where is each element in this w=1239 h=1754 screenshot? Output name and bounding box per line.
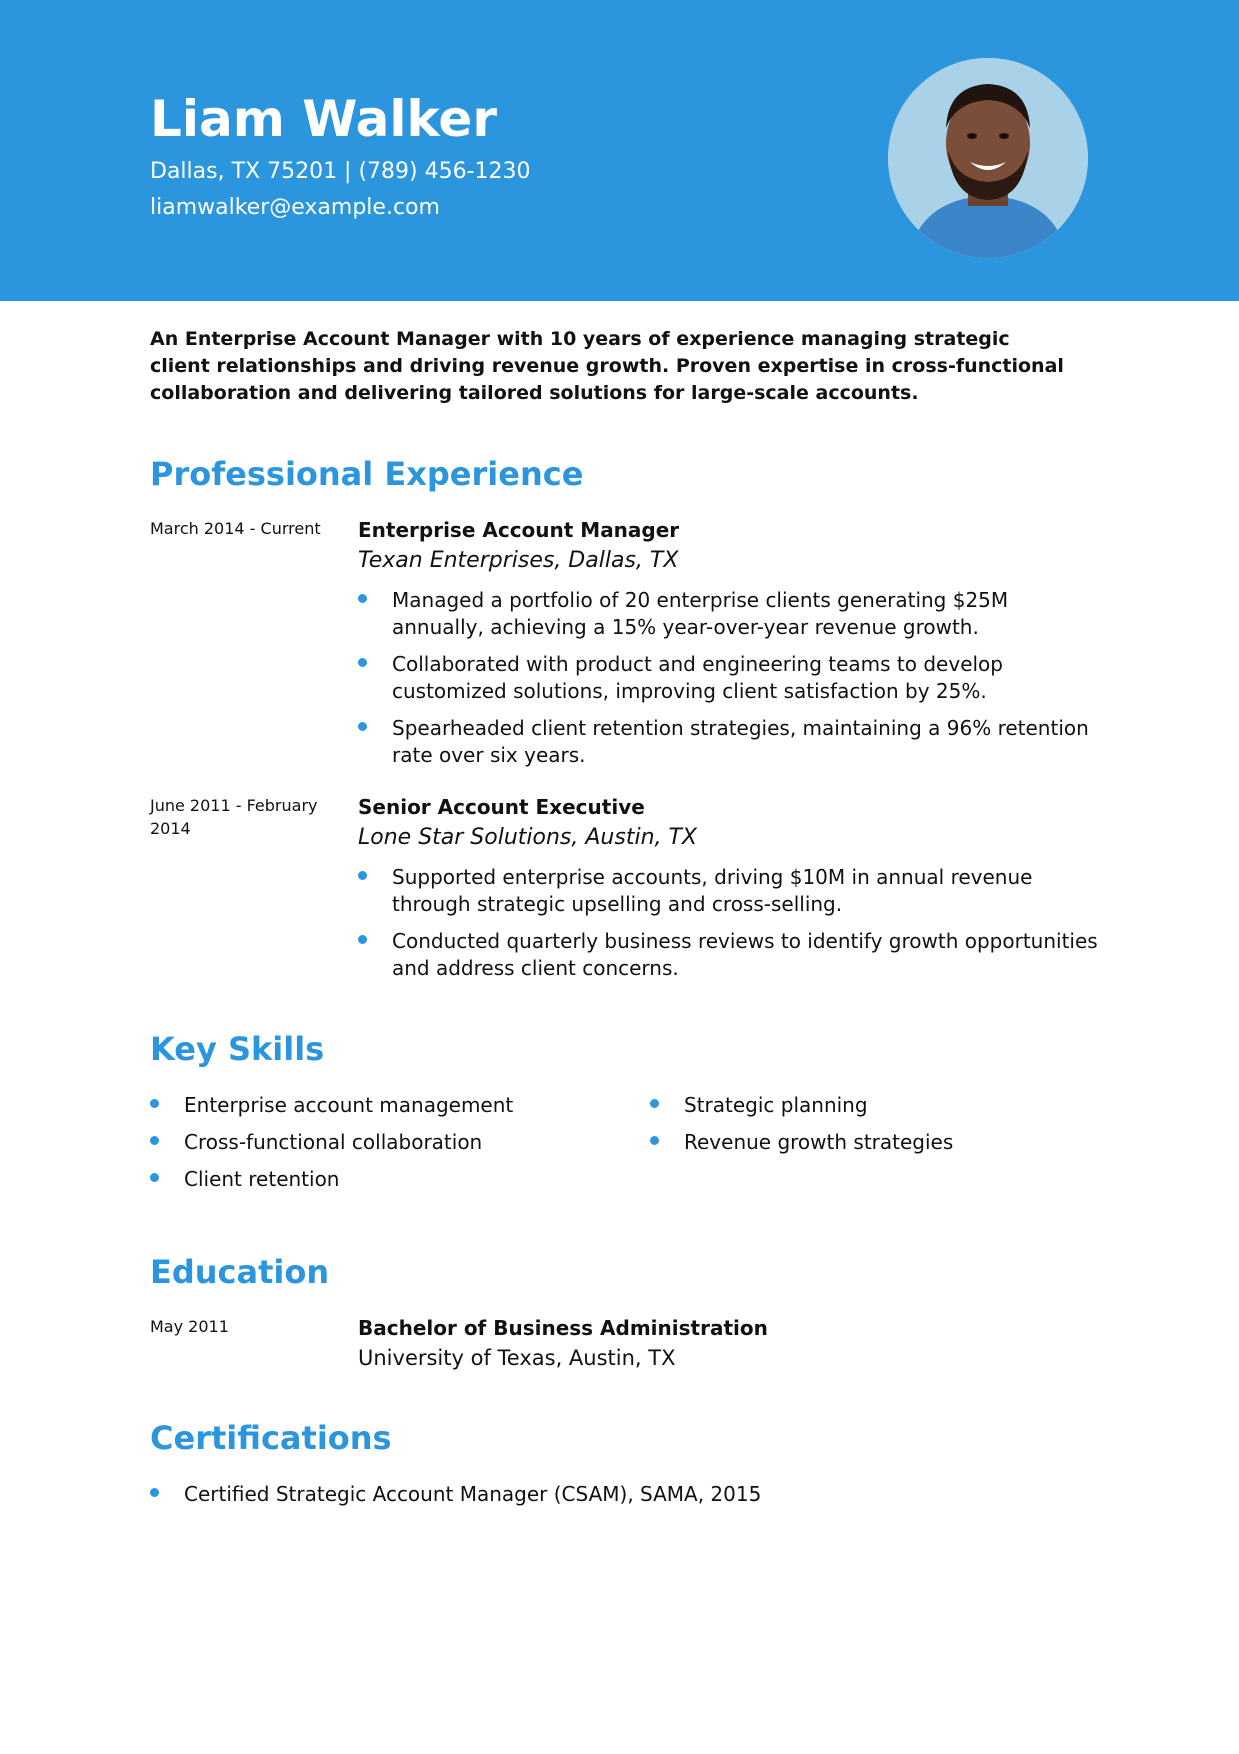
list-item: Client retention: [150, 1166, 630, 1193]
professional-summary: An Enterprise Account Manager with 10 years of experience managing strategic client relationships and driving revenue growth. Proven expertise in cross-functional collaboration and delivering tailored solutions for large-scale accounts.: [150, 328, 1064, 404]
list-item: Managed a portfolio of 20 enterprise clients generating $25M annually, achieving a 15% year-over-year revenue growth.: [358, 587, 1098, 641]
bullet-icon: [150, 1136, 159, 1145]
certifications-section-title: Certifications: [150, 1419, 392, 1457]
education-school: University of Texas, Austin, TX: [358, 1346, 676, 1370]
certifications-list: [150, 1481, 1050, 1508]
job-2-company: Lone Star Solutions, Austin, TX: [358, 825, 698, 850]
list-item: Revenue growth strategies: [650, 1129, 1130, 1156]
job-1-date: March 2014 - Current: [150, 519, 321, 538]
education-section-title: Education: [150, 1253, 330, 1291]
bullet-icon: [358, 658, 367, 667]
bullet-icon: [358, 871, 367, 880]
education-degree: Bachelor of Business Administration: [358, 1316, 768, 1340]
job-2-date: June 2011 - February 2014: [150, 796, 318, 838]
list-item: Certified Strategic Account Manager (CSAM), SAMA, 2015: [150, 1481, 1050, 1508]
job-2-bullets: [358, 864, 1098, 992]
bullet-icon: [150, 1099, 159, 1108]
header-banner: [0, 0, 1239, 301]
skills-left-list: [150, 1092, 630, 1203]
bullet-icon: [150, 1173, 159, 1182]
person-photo-icon: [888, 58, 1088, 258]
skills-section-title: Key Skills: [150, 1030, 325, 1068]
list-item: Collaborated with product and engineering teams to develop customized solutions, improving client satisfaction by 25%.: [358, 651, 1098, 705]
bullet-icon: [650, 1099, 659, 1108]
job-2-title: Senior Account Executive: [358, 795, 645, 819]
bullet-icon: [650, 1136, 659, 1145]
list-item: Enterprise account management: [150, 1092, 630, 1119]
bullet-icon: [358, 935, 367, 944]
list-item: Cross-functional collaboration: [150, 1129, 630, 1156]
job-1-bullets: [358, 587, 1098, 779]
education-date: May 2011: [150, 1317, 229, 1336]
job-1-title: Enterprise Account Manager: [358, 518, 680, 542]
list-item: Strategic planning: [650, 1092, 1130, 1119]
job-1-company: Texan Enterprises, Dallas, TX: [358, 548, 679, 573]
email-address: liamwalker@example.com: [150, 195, 440, 220]
bullet-icon: [150, 1488, 159, 1497]
skills-right-list: [650, 1092, 1130, 1166]
experience-section-title: Professional Experience: [150, 455, 584, 493]
bullet-icon: [358, 594, 367, 603]
location-phone: Dallas, TX 75201 | (789) 456-1230: [150, 159, 531, 184]
list-item: Spearheaded client retention strategies, maintaining a 96% retention rate over six years.: [358, 715, 1098, 769]
list-item: Conducted quarterly business reviews to identify growth opportunities and address client concerns.: [358, 928, 1098, 982]
list-item: Supported enterprise accounts, driving $10M in annual revenue through strategic upselling and cross-selling.: [358, 864, 1098, 918]
candidate-name: Liam Walker: [150, 90, 497, 148]
profile-photo: [888, 58, 1088, 258]
bullet-icon: [358, 722, 367, 731]
